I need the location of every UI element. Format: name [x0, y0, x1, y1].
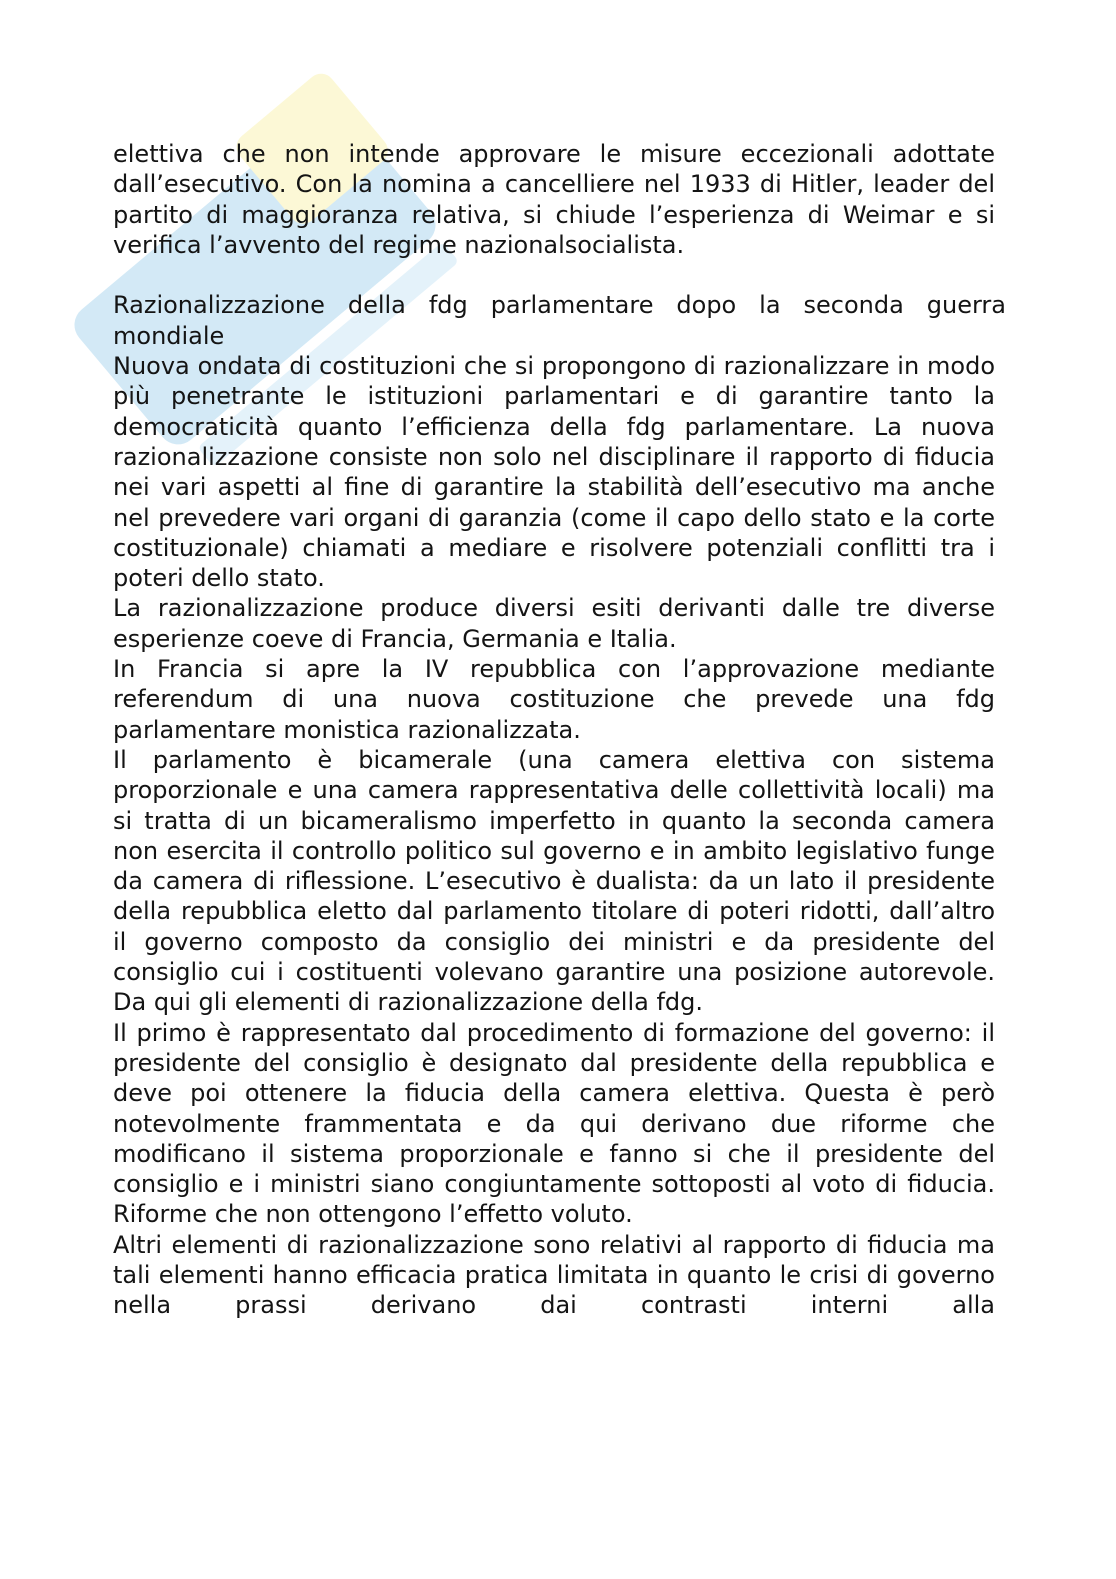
paragraph-parliament: Il parlamento è bicamerale (una camera elettiva con sistema proporzionale e una camera rappresentativa delle collettività locali) ma si tratta di un bicameralismo imperfetto in quanto la seconda camera non esercita il controllo politico sul governo e in ambito legislativo funge da camera di riflessione. L’esecutivo è dualista: da un lato il presidente della repubblica eletto dal parlamento titolare di poteri ridotti, dall’altro il governo composto da consiglio dei ministri e da presidente del consiglio cui i costituenti volevano garantire una posizione autorevole. Da qui gli elementi di razionalizzazione della fdg. — [113, 745, 995, 1017]
paragraph-confidence: Altri elementi di razionalizzazione sono relativi al rapporto di fiducia ma tali elementi hanno efficacia pratica limitata in quanto le crisi di governo nella prassi derivano dai contrasti interni alla — [113, 1230, 995, 1320]
paragraph-outcomes: La razionalizzazione produce diversi esiti derivanti dalle tre diverse esperienze coeve di Francia, Germania e Italia. — [113, 594, 995, 653]
paragraph-france: In Francia si apre la IV repubblica con l’approvazione mediante referendum di una nuova costituzione che prevede una fdg parlamentare monistica razionalizzata. — [113, 655, 995, 744]
section-heading: Razionalizzazione della fdg parlamentare dopo la seconda guerra mondiale — [113, 291, 1006, 350]
paragraph-weimar: elettiva che non intende approvare le misure eccezionali adottate dall’esecutivo. Con la nomina a cancelliere nel 1933 di Hitler, leader del partito di maggioranza relativa, si chiude l’esperienza di Weimar e si verifica l’avvento del regime nazionalsocialista. — [113, 140, 995, 259]
paragraph-new-wave: Nuova ondata di costituzioni che si propongono di razionalizzare in modo più penetrante le istituzioni parlamentari e di garantire tanto la democraticità quanto l’efficienza della fdg parlamentare. La nuova razionalizzazione consiste non solo nel disciplinare il rapporto di fiducia nei vari aspetti al fine di garantire la stabilità dell’esecutivo ma anche nel prevedere vari organi di garanzia (come il capo dello stato e la corte costituzionale) chiamati a mediare e risolvere potenziali conflitti tra i poteri dello stato. — [113, 352, 995, 593]
paragraph-government-formation: Il primo è rappresentato dal procedimento di formazione del governo: il presidente del consiglio è designato dal presidente della repubblica e deve poi ottenere la fiducia della camera elettiva. Questa è però notevolmente frammentata e da qui derivano due riforme che modificano il sistema proporzionale e fanno si che il presidente del consiglio e i ministri siano congiuntamente sottoposti al voto di fiducia. Riforme che non ottengono l’effetto voluto. — [113, 1018, 995, 1229]
document-page — [113, 139, 1006, 1321]
